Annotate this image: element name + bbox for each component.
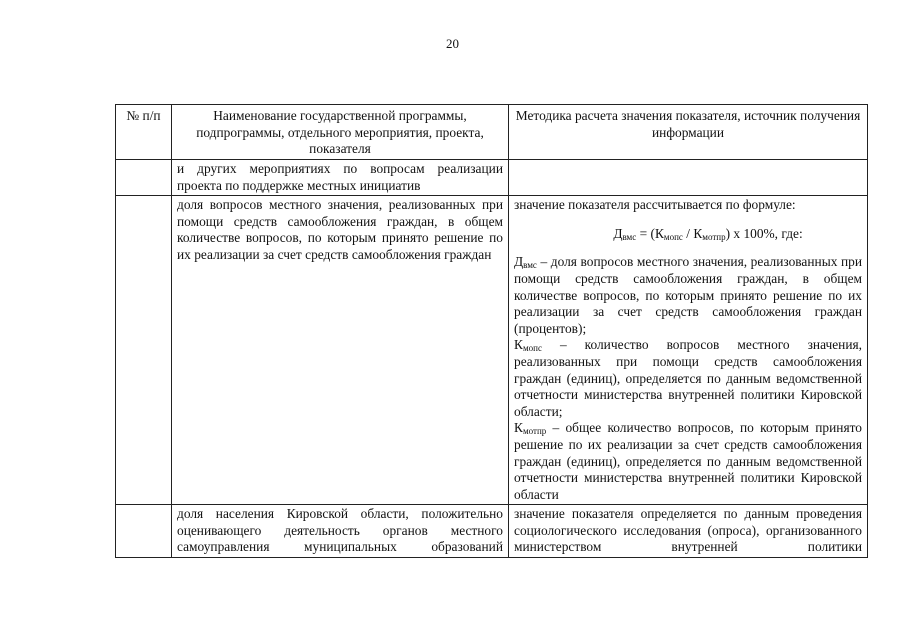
- row-name: доля населения Кировской области, положительно оценивающего деятельность органов местного самоуправления муниципальных образований: [172, 505, 509, 558]
- definition-subscript: вмс: [523, 260, 537, 271]
- row-num: [116, 196, 172, 505]
- page-number: 20: [446, 36, 459, 51]
- definition: [514, 254, 862, 337]
- definition-subscript: мопс: [522, 343, 542, 354]
- definition: [514, 420, 862, 503]
- table-header-row: [116, 105, 868, 160]
- row-num: [116, 160, 172, 196]
- definition-symbol: Д: [514, 254, 524, 270]
- table-row: [116, 160, 868, 196]
- formula-slash: / К: [682, 225, 703, 241]
- formula-lhs: Д: [613, 225, 623, 241]
- definition-symbol: К: [514, 337, 523, 353]
- method-intro: значение показателя рассчитывается по формуле:: [514, 197, 796, 213]
- formula-lhs-sub: вмс: [622, 231, 637, 242]
- definition: [514, 337, 862, 420]
- formula-a-sub: мопс: [663, 231, 683, 242]
- formula-b-sub: мотпр: [702, 231, 726, 242]
- formula-tail: ) x 100%, где:: [725, 225, 803, 241]
- definition-text: – общее количество вопросов, по которым принято решение по их реализации за счет средств самообложения граждан (единиц), определяется по данным ведомственной отчетности министерства внутренней политики Кировской области: [514, 420, 862, 502]
- table-row: [116, 505, 868, 558]
- row-num: [116, 505, 172, 558]
- formula-eq: = (К: [636, 225, 664, 241]
- definition-text: – количество вопросов местного значения, реализованных при помощи средств самообложения граждан (единиц), определяется по данным ведомственной отчетности министерства внутренней политики Кировской области;: [514, 337, 862, 419]
- row-name: и других мероприятиях по вопросам реализации проекта по поддержке местных инициатив: [172, 160, 509, 196]
- row-method: значение показателя определяется по данным проведения социологического исследования (опроса), организованного министерством внутренней политики: [509, 505, 868, 558]
- table-row: [116, 196, 868, 505]
- header-num: № п/п: [116, 105, 172, 160]
- row-method: [509, 196, 868, 505]
- header-method: Методика расчета значения показателя, источник получения информации: [509, 105, 868, 160]
- definition-text: – доля вопросов местного значения, реализованных при помощи средств самообложения граждан, в общем количестве вопросов, по которым принято решение по их реализации за счет средств самообложения граждан (процентов);: [514, 254, 862, 336]
- row-name: доля вопросов местного значения, реализованных при помощи средств самообложения граждан, в общем количестве вопросов, по которым принято решение по их реализации за счет средств самообложения граждан: [172, 196, 509, 505]
- indicator-table: [115, 104, 868, 558]
- row-method: [509, 160, 868, 196]
- definition-subscript: мотпр: [522, 426, 547, 437]
- header-name: Наименование государственной программы, подпрограммы, отдельного мероприятия, проекта, показателя: [172, 105, 509, 160]
- formula: [514, 214, 862, 255]
- definition-symbol: К: [514, 420, 523, 436]
